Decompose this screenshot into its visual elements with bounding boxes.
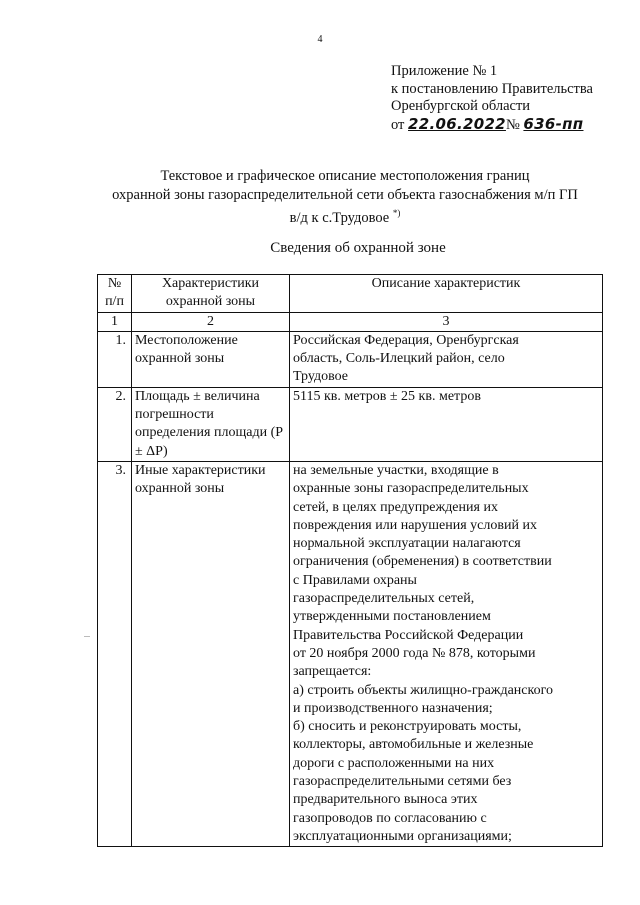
title-line-1: Текстовое и графическое описание местоположения границ [160, 168, 530, 184]
row-description [290, 461, 603, 846]
description-line: с Правилами охраны [293, 572, 417, 588]
row-characteristic: Местоположение охранной зоны [132, 331, 290, 387]
section-subtitle: Сведения об охранной зоне [270, 240, 446, 256]
description-line: дороги с расположенными на них [293, 755, 495, 771]
description-line: Правительства Российской Федерации [293, 627, 524, 643]
description-line: область, Соль-Илецкий район, село [293, 351, 505, 367]
appendix-date-line [391, 116, 593, 135]
description-line: на земельные участки, входящие в [293, 462, 499, 478]
page-number: 4 [317, 34, 323, 45]
appendix-line-3: Оренбургской области [391, 98, 531, 114]
number-prefix: № [505, 116, 520, 133]
handwritten-number: 636-пп [523, 114, 584, 133]
table-row [98, 387, 603, 461]
description-line: от 20 ноября 2000 года № 878, которыми [293, 645, 536, 661]
date-prefix: от [391, 116, 405, 133]
description-line: и производственного назначения; [293, 700, 493, 716]
title-line-3-text: в/д к с.Трудовое [289, 209, 390, 226]
handwritten-date: 22.06.2022 [408, 114, 506, 133]
appendix-line-1: Приложение № 1 [391, 63, 498, 79]
appendix-header [391, 63, 593, 134]
description-line: сетей, в целях предупреждения их [293, 499, 498, 515]
description-line: повреждения или нарушения условий их [293, 517, 537, 533]
row-characteristic: Площадь ± величина погрешности определения площади (P ± ΔP) [132, 387, 290, 461]
row-number: 1. [98, 331, 132, 387]
description-line: эксплуатационными организациями; [293, 828, 512, 844]
description-line: запрещается: [293, 664, 372, 680]
description-line: коллекторы, автомобильные и железные [293, 737, 534, 753]
description-line: нормальной эксплуатации налагаются [293, 536, 521, 552]
description-line: газораспределительных сетей, [293, 591, 475, 607]
column-number-1: 1 [98, 312, 132, 331]
table-row [98, 331, 603, 387]
description-line: б) сносить и реконструировать мосты, [293, 719, 522, 735]
row-number: 3. [98, 461, 132, 846]
description-line: 5115 кв. метров ± 25 кв. метров [293, 388, 481, 404]
title-line-3 [80, 204, 610, 227]
header-characteristic: Характеристики охранной зоны [132, 275, 290, 313]
column-number-3: 3 [290, 312, 603, 331]
description-line: Российская Федерация, Оренбургская [293, 332, 519, 348]
row-description [290, 387, 603, 461]
table-row [98, 461, 603, 846]
description-line: утвержденными постановлением [293, 609, 491, 625]
title-line-2: охранной зоны газораспределительной сети объекта газоснабжения м/п ГП [112, 186, 578, 203]
protection-zone-table [97, 274, 603, 847]
description-line: газораспределительными сетями без [293, 774, 512, 790]
header-number: № п/п [98, 275, 132, 313]
column-number-2: 2 [132, 312, 290, 331]
description-line: охранные зоны газораспределительных [293, 481, 529, 497]
description-line: предварительного выноса этих [293, 792, 478, 808]
row-description [290, 331, 603, 387]
description-line: газопроводов по согласованию с [293, 810, 487, 826]
appendix-line-2: к постановлению Правительства [391, 80, 593, 97]
footnote-mark: *) [392, 208, 401, 218]
description-line: Трудовое [293, 369, 348, 385]
header-description: Описание характеристик [290, 275, 603, 313]
description-line: а) строить объекты жилищно-гражданского [293, 682, 553, 698]
column-number-row [98, 312, 603, 331]
table-header-row [98, 275, 603, 313]
row-characteristic: Иные характеристики охранной зоны [132, 461, 290, 846]
margin-mark [84, 636, 90, 637]
description-line: ограничения (обременения) в соответствии [293, 554, 552, 570]
document-title [80, 167, 610, 227]
row-number: 2. [98, 387, 132, 461]
